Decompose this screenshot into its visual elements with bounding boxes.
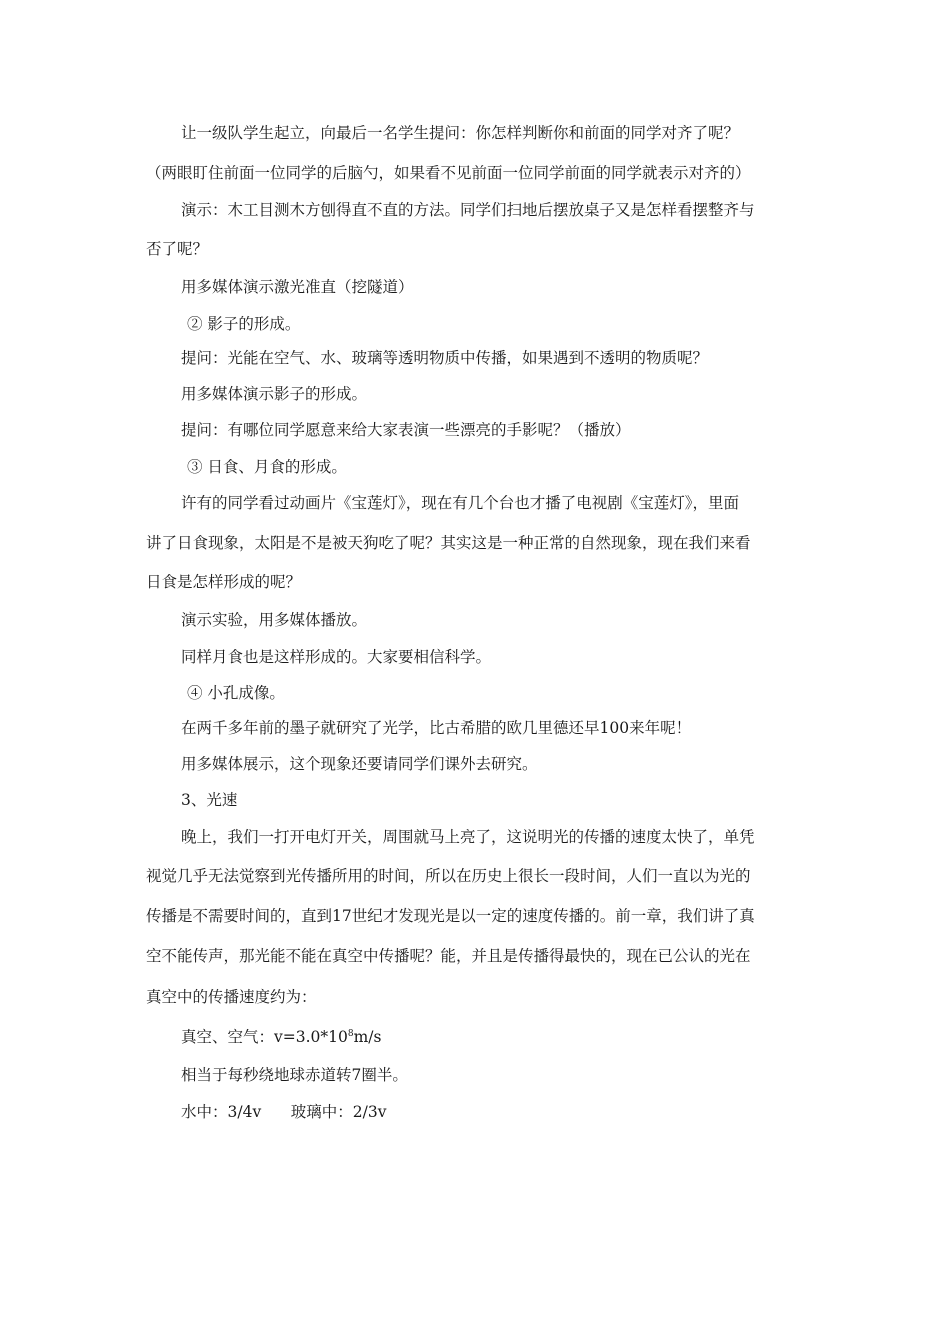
paragraph-line: 用多媒体演示激光准直（挖隧道）	[181, 278, 414, 296]
paragraph-line: 让一级队学生起立，向最后一名学生提问：你怎样判断你和前面的同学对齐了呢？	[181, 124, 740, 142]
paragraph-line: 提问：有哪位同学愿意来给大家表演一些漂亮的手影呢？（播放）	[181, 421, 631, 439]
paragraph-line: 许有的同学看过动画片《宝莲灯》，现在有几个台也才播了电视剧《宝莲灯》，里面	[181, 494, 740, 512]
section-heading: ④ 小孔成像。	[187, 684, 285, 702]
section-heading: ③ 日食、月食的形成。	[187, 458, 347, 476]
paragraph-line: 提问：光能在空气、水、玻璃等透明物质中传播，如果遇到不透明的物质呢？	[181, 349, 709, 367]
paragraph-line: （两眼盯住前面一位同学的后脑勺，如果看不见前面一位同学前面的同学就表示对齐的）	[146, 164, 751, 182]
paragraph-line: 演示实验，用多媒体播放。	[181, 611, 368, 629]
paragraph-line: 在两千多年前的墨子就研究了光学，比古希腊的欧几里德还早100来年呢！	[181, 719, 692, 737]
section-heading: 3、光速	[181, 791, 238, 809]
paragraph-line: 传播是不需要时间的，直到17世纪才发现光是以一定的速度传播的。前一章，我们讲了真	[146, 907, 755, 925]
paragraph-line: 用多媒体演示影子的形成。	[181, 385, 368, 403]
paragraph-line: 演示：木工目测木方刨得直不直的方法。同学们扫地后摆放桌子又是怎样看摆整齐与	[181, 201, 755, 219]
speed-formula	[181, 1027, 381, 1047]
paragraph-line: 相当于每秒绕地球赤道转7圈半。	[181, 1066, 408, 1084]
paragraph-line: 讲了日食现象，太阳是不是被天狗吃了呢？其实这是一种正常的自然现象，现在我们来看	[146, 534, 751, 552]
speed-exponent: 8	[347, 1028, 354, 1039]
paragraph-line: 否了呢？	[146, 240, 209, 258]
paragraph-line: 真空中的传播速度约为：	[146, 988, 317, 1006]
paragraph-line: 水中：3/4v 玻璃中：2/3v	[181, 1103, 387, 1121]
section-heading: ② 影子的形成。	[187, 315, 301, 333]
paragraph-line: 空不能传声，那光能不能在真空中传播呢？能，并且是传播得最快的，现在已公认的光在	[146, 947, 751, 965]
speed-unit: m/s	[353, 1028, 382, 1046]
paragraph-line: 日食是怎样形成的呢？	[146, 573, 302, 591]
paragraph-line: 晚上，我们一打开电灯开关，周围就马上亮了，这说明光的传播的速度太快了，单凭	[181, 828, 755, 846]
paragraph-line: 用多媒体展示，这个现象还要请同学们课外去研究。	[181, 755, 538, 773]
speed-prefix: 真空、空气：v=3.0*10	[181, 1028, 348, 1046]
paragraph-line: 同样月食也是这样形成的。大家要相信科学。	[181, 648, 492, 666]
paragraph-line: 视觉几乎无法觉察到光传播所用的时间，所以在历史上很长一段时间，人们一直以为光的	[146, 867, 751, 885]
